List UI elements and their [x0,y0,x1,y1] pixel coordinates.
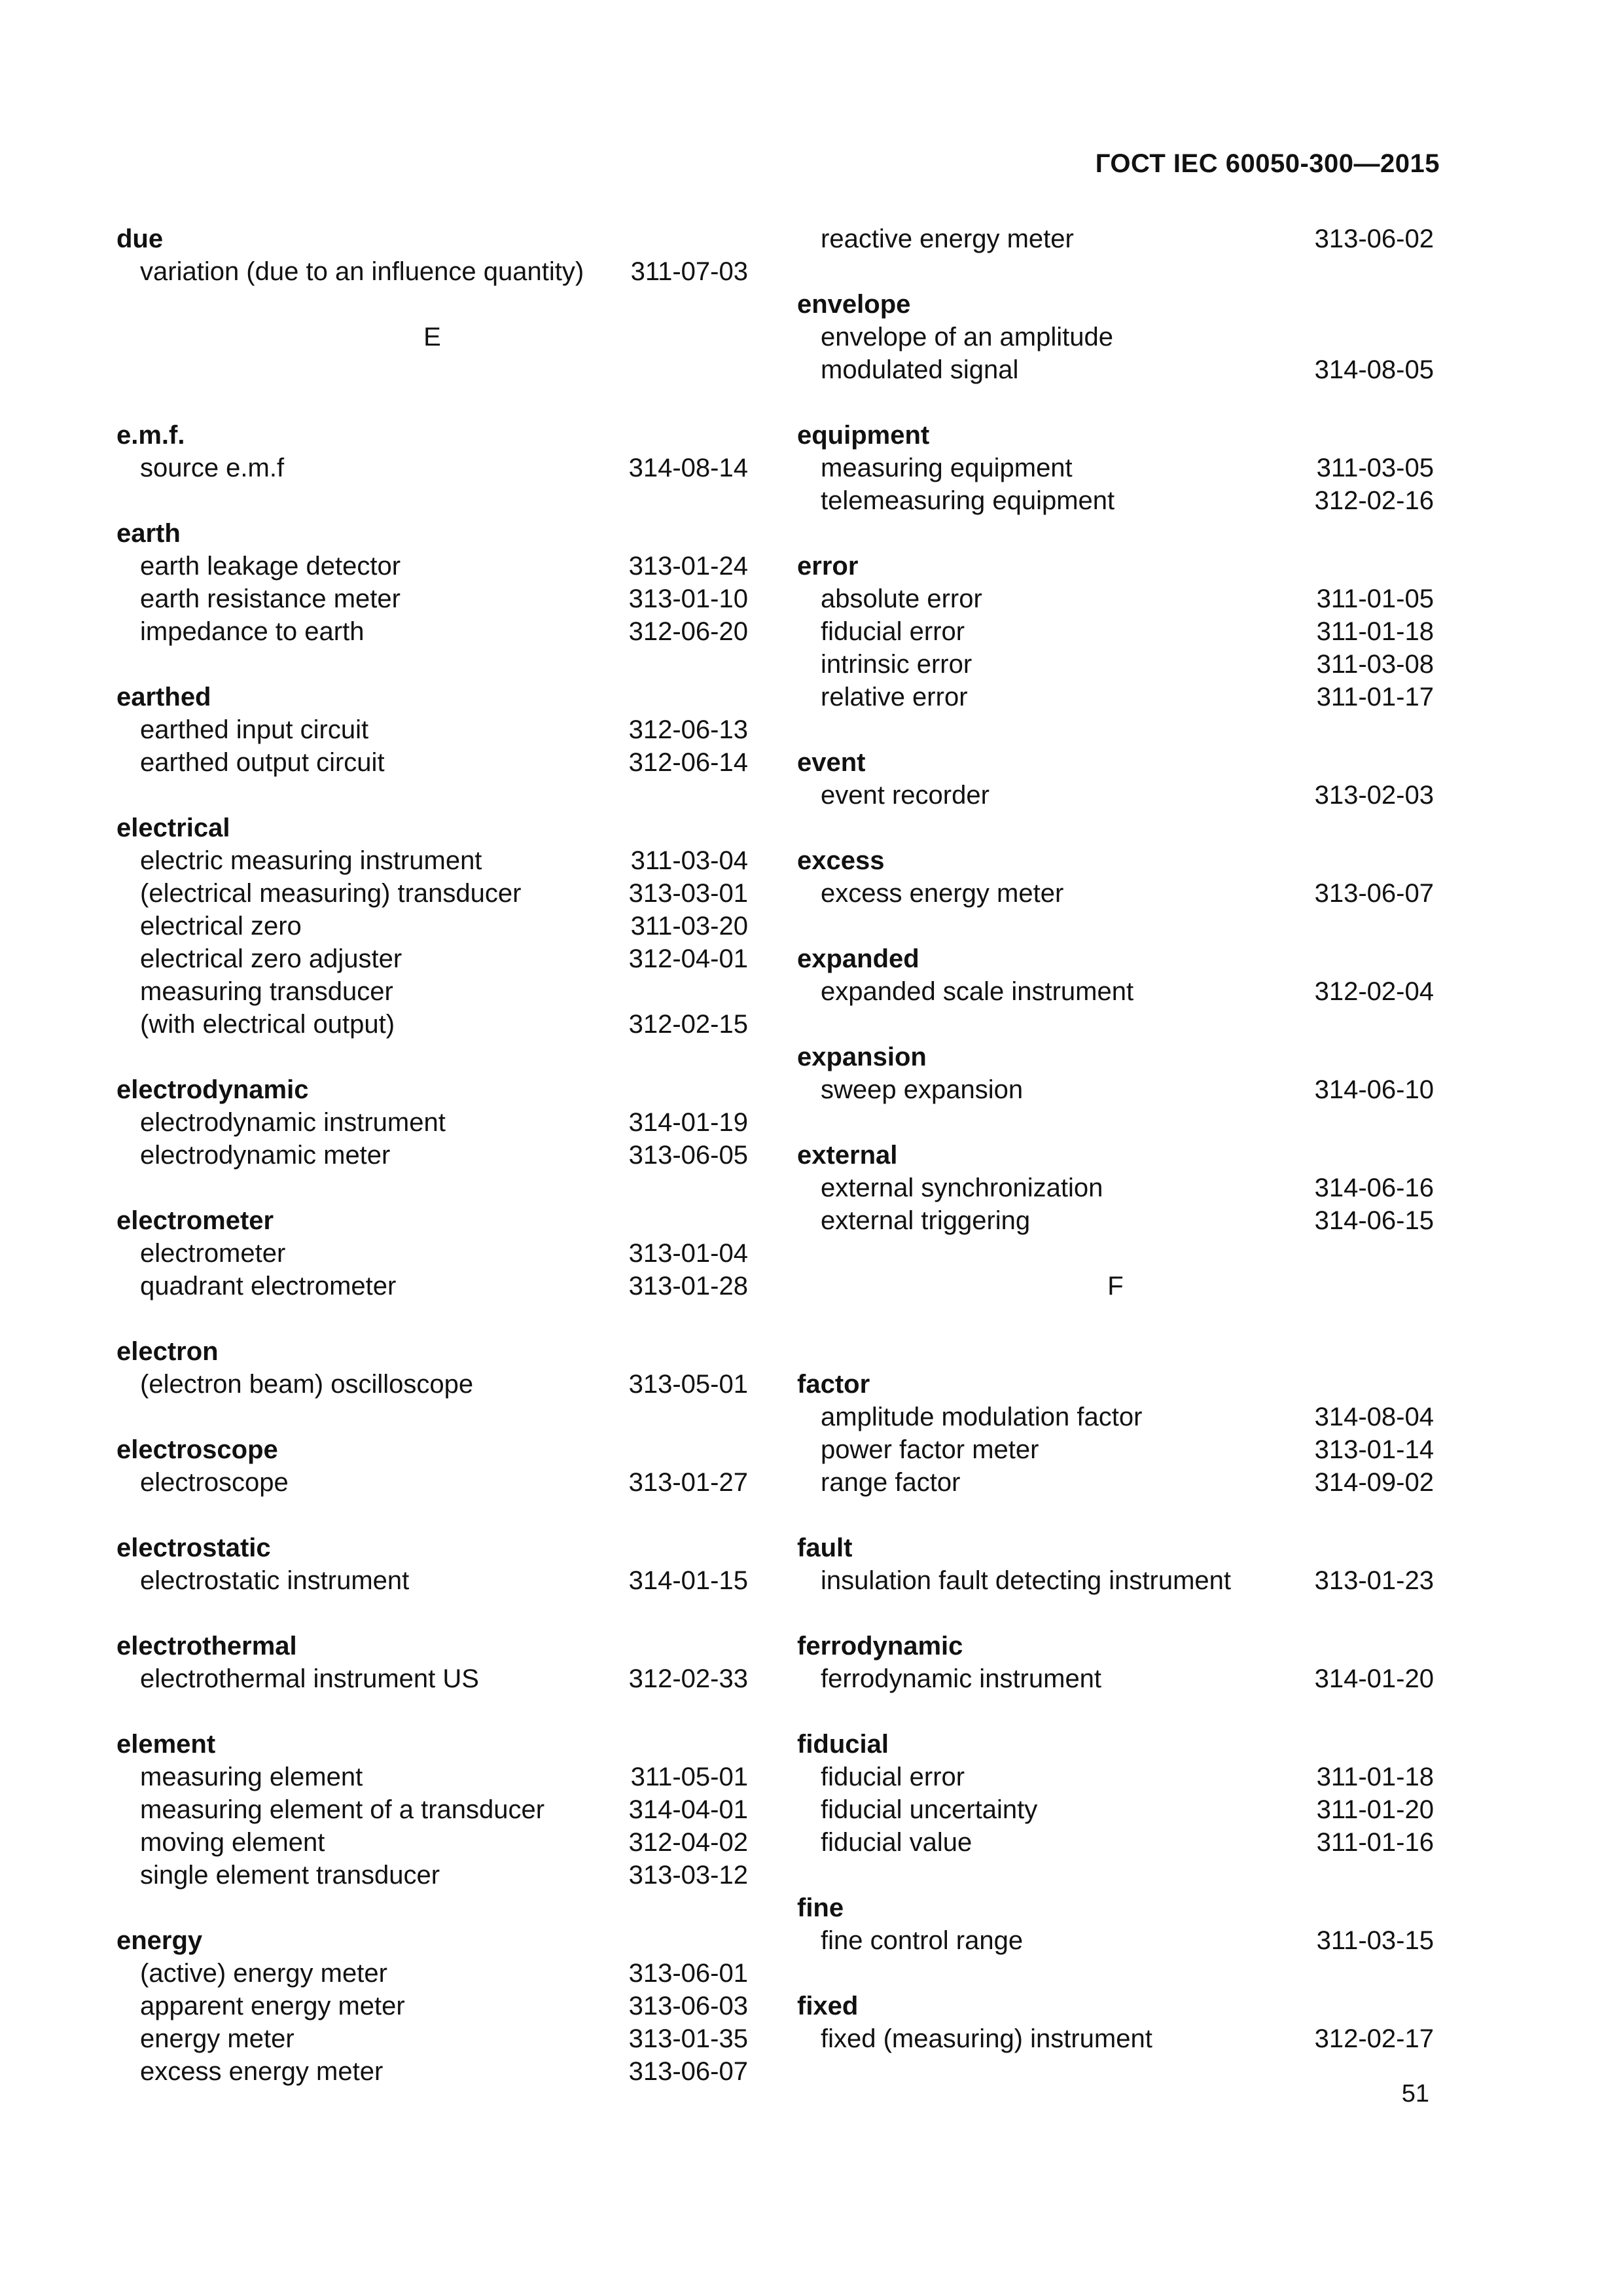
index-entry [116,1957,748,1990]
index-headword: electroscope [116,1435,278,1464]
index-group [797,419,1434,517]
index-entry-term: source e.m.f [140,454,285,482]
index-entry [116,2022,748,2055]
index-entry-term: telemeasuring equipment [821,486,1115,515]
index-group [116,419,748,484]
index-entry [797,1401,1434,1433]
index-entry-term: external synchronization [821,1174,1103,1202]
index-entry-code: 311-01-18 [1316,1763,1434,1791]
index-entry-term: (active) energy meter [140,1959,387,1988]
index-entry [116,746,748,779]
index-entry [797,1466,1434,1499]
index-entry-code: 313-01-24 [628,552,748,581]
index-group [116,1335,748,1401]
index-headword: electron [116,1337,219,1366]
index-entry [116,1237,748,1270]
index-entry-code: 314-04-01 [628,1795,748,1824]
index-entry [116,452,748,484]
index-entry [797,779,1434,812]
index-entry [797,615,1434,648]
index-entry-term: range factor [821,1468,961,1497]
index-entry [116,1990,748,2022]
index-entry-term: electroscope [140,1468,289,1497]
index-entry-code: 311-01-16 [1316,1828,1434,1857]
index-entry-term: electrometer [140,1239,286,1268]
index-entry [116,255,748,288]
index-entry [116,1793,748,1826]
index-entry-term: external triggering [821,1206,1031,1235]
index-entry [116,1826,748,1859]
index-entry-code: 311-05-01 [630,1763,748,1791]
index-group [797,1041,1434,1106]
index-entry-term: electric measuring instrument [140,846,482,875]
index-entry-term: earth resistance meter [140,584,401,613]
index-group [116,812,748,1041]
index-entry-term: energy meter [140,2024,294,2053]
index-entry-code: 312-06-14 [628,748,748,777]
index-entry-term: fiducial error [821,1763,965,1791]
index-headword: ferrodynamic [797,1632,963,1660]
index-entry-term: excess energy meter [140,2057,383,2086]
index-group [116,1728,748,1892]
index-entry-term: ferrodynamic instrument [821,1664,1102,1693]
index-headword: error [797,552,859,581]
index-headword: electrical [116,814,230,842]
index-entry [116,1466,748,1499]
index-entry-code: 314-01-15 [628,1566,748,1595]
index-group [116,1532,748,1597]
index-entry-term: earthed input circuit [140,715,369,744]
index-entry-term: electrostatic instrument [140,1566,410,1595]
index-entry-term: apparent energy meter [140,1992,405,2020]
index-entry-term: electrodynamic instrument [140,1108,446,1137]
index-entry-term: (with electrical output) [140,1010,395,1039]
index-headword: earth [116,519,181,548]
index-headword: earthed [116,683,211,711]
index-entry-term: excess energy meter [821,879,1064,908]
index-group [797,1728,1434,1859]
index-headword: factor [797,1370,870,1399]
index-entry-code: 312-02-33 [628,1664,748,1693]
index-entry-code: 311-01-05 [1316,584,1434,613]
index-entry-code: 312-02-16 [1314,486,1434,515]
index-headword: excess [797,846,885,875]
index-entry [116,550,748,583]
index-entry-term: quadrant electrometer [140,1272,397,1300]
index-headword: element [116,1730,216,1759]
index-entry-term: sweep expansion [821,1075,1024,1104]
index-entry-code: 313-06-05 [628,1141,748,1170]
index-headword: expanded [797,944,919,973]
index-headword: energy [116,1926,203,1955]
index-entry-code: 313-06-01 [628,1959,748,1988]
index-entry-code: 313-01-28 [628,1272,748,1300]
index-entry-term: absolute error [821,584,982,613]
index-group [797,1892,1434,1957]
index-entry [797,1761,1434,1793]
index-entry-term: fiducial value [821,1828,972,1857]
index-entry [797,1924,1434,1957]
index-entry-term: moving element [140,1828,325,1857]
index-group [116,223,748,288]
index-group [797,844,1434,910]
index-headword: electrostatic [116,1534,271,1562]
index-entry [116,1564,748,1597]
index-entry-code: 314-06-16 [1314,1174,1434,1202]
index-entry [797,1172,1434,1204]
index-entry-code: 314-06-15 [1314,1206,1434,1235]
index-entry-code: 313-01-35 [628,2024,748,2053]
index-group [116,1433,748,1499]
index-entry [116,1008,748,1041]
index-entry-term: fine control range [821,1926,1024,1955]
index-group [797,1630,1434,1695]
index-entry-term: fiducial error [821,617,965,646]
index-entry [797,353,1434,386]
index-entry-term: measuring equipment [821,454,1073,482]
index-entry [797,1793,1434,1826]
index-entry-code: 311-01-17 [1316,683,1434,711]
index-headword: event [797,748,866,777]
index-entry [116,583,748,615]
index-entry [797,975,1434,1008]
index-entry-code: 313-01-27 [628,1468,748,1497]
page-number: 51 [1401,2080,1429,2108]
index-group [116,517,748,648]
index-entry-term: power factor meter [821,1435,1039,1464]
index-entry-code: 311-01-18 [1316,617,1434,646]
index-entry-code: 312-06-13 [628,715,748,744]
index-entry-term: amplitude modulation factor [821,1403,1143,1431]
index-entry-code: 313-02-03 [1314,781,1434,810]
index-column-right [797,223,1434,2055]
index-entry-term: electrodynamic meter [140,1141,391,1170]
index-entry-code: 313-06-07 [628,2057,748,2086]
index-entry [116,877,748,910]
index-group [797,942,1434,1008]
index-entry [797,321,1434,353]
index-group [797,1139,1434,1237]
index-entry [116,2055,748,2088]
index-letter-divider: F [1107,1272,1124,1300]
index-group [116,1204,748,1302]
index-entry [116,844,748,877]
index-entry-code: 311-03-20 [630,912,748,941]
index-entry-code: 312-02-15 [628,1010,748,1039]
index-headword: envelope [797,290,911,319]
index-entry-code: 311-03-05 [1316,454,1434,482]
index-entry-code: 313-01-04 [628,1239,748,1268]
index-entry-term: reactive energy meter [821,224,1074,253]
index-entry-term: envelope of an amplitude [821,323,1113,351]
index-headword: fine [797,1893,844,1922]
index-entry [797,452,1434,484]
index-headword: fiducial [797,1730,889,1759]
index-entry-code: 311-03-15 [1316,1926,1434,1955]
index-headword: e.m.f. [116,421,185,450]
index-entry-term: measuring element of a transducer [140,1795,545,1824]
index-entry [797,1073,1434,1106]
index-entry [797,583,1434,615]
index-entry-term: variation (due to an influence quantity) [140,257,584,286]
index-entry-term: impedance to earth [140,617,365,646]
index-entry-code: 311-03-04 [630,846,748,875]
index-group [797,223,1434,255]
index-entry-term: (electron beam) oscilloscope [140,1370,474,1399]
index-entry-term: single element transducer [140,1861,440,1890]
index-entry [797,1662,1434,1695]
index-entry-code: 313-01-14 [1314,1435,1434,1464]
index-group [797,550,1434,713]
index-entry [116,1662,748,1695]
index-headword: fault [797,1534,853,1562]
index-entry [116,910,748,942]
index-entry [116,1859,748,1892]
index-entry-code: 312-02-04 [1314,977,1434,1006]
index-letter-divider: E [423,323,441,351]
index-entry [797,877,1434,910]
index-entry [116,1139,748,1172]
index-group [116,681,748,779]
index-group [797,1368,1434,1499]
index-entry-term: earthed output circuit [140,748,385,777]
index-entry-code: 312-04-02 [628,1828,748,1857]
index-group [797,1532,1434,1597]
index-entry-code: 314-08-14 [628,454,748,482]
index-entry [116,1106,748,1139]
index-entry-term: fixed (measuring) instrument [821,2024,1152,2053]
index-group [797,746,1434,812]
index-entry [797,2022,1434,2055]
index-entry-term: expanded scale instrument [821,977,1134,1006]
index-entry-code: 314-01-20 [1314,1664,1434,1693]
index-entry [797,1564,1434,1597]
index-entry-code: 313-03-01 [628,879,748,908]
index-entry-code: 314-09-02 [1314,1468,1434,1497]
index-headword: electrodynamic [116,1075,309,1104]
index-entry-code: 314-01-19 [628,1108,748,1137]
index-entry-term: insulation fault detecting instrument [821,1566,1232,1595]
index-group [797,1990,1434,2055]
index-group [797,288,1434,386]
index-entry [116,1761,748,1793]
index-entry-code: 313-05-01 [628,1370,748,1399]
index-headword: fixed [797,1992,859,2020]
index-entry-term: electrical zero adjuster [140,944,402,973]
index-headword: equipment [797,421,930,450]
index-entry-code: 312-06-20 [628,617,748,646]
index-entry-code: 313-01-23 [1314,1566,1434,1595]
index-entry [797,1826,1434,1859]
index-entry-term: measuring transducer [140,977,393,1006]
index-entry-code: 313-06-07 [1314,879,1434,908]
index-entry-term: earth leakage detector [140,552,401,581]
index-entry [116,1368,748,1401]
index-headword: due [116,224,164,253]
index-headword: electrothermal [116,1632,297,1660]
index-entry [797,681,1434,713]
index-entry-code: 314-06-10 [1314,1075,1434,1104]
index-entry-code: 313-03-12 [628,1861,748,1890]
index-entry-term: electrothermal instrument US [140,1664,479,1693]
index-entry [116,942,748,975]
index-entry-code: 312-02-17 [1314,2024,1434,2053]
index-entry-code: 311-01-20 [1316,1795,1434,1824]
index-entry [797,648,1434,681]
index-entry-term: modulated signal [821,355,1019,384]
index-entry [797,223,1434,255]
index-entry-term: (electrical measuring) transducer [140,879,522,908]
index-group [116,1924,748,2088]
index-entry-code: 313-06-02 [1314,224,1434,253]
index-entry-term: intrinsic error [821,650,972,679]
index-headword: expansion [797,1043,927,1071]
index-entry [797,484,1434,517]
index-entry [116,713,748,746]
index-entry [116,975,748,1008]
index-entry-code: 314-08-04 [1314,1403,1434,1431]
index-entry-term: measuring element [140,1763,363,1791]
index-entry [116,1270,748,1302]
index-entry-term: event recorder [821,781,990,810]
index-entry-code: 311-07-03 [630,257,748,286]
index-entry-term: electrical zero [140,912,302,941]
index-entry-term: fiducial uncertainty [821,1795,1038,1824]
index-headword: external [797,1141,898,1170]
index-entry-code: 314-08-05 [1314,355,1434,384]
index-group [116,1073,748,1172]
document-header: ГОСТ IEC 60050-300—2015 [1095,149,1440,178]
index-headword: electrometer [116,1206,274,1235]
index-entry [797,1433,1434,1466]
index-entry-code: 312-04-01 [628,944,748,973]
index-entry-code: 311-03-08 [1316,650,1434,679]
index-entry-term: relative error [821,683,968,711]
index-entry-code: 313-01-10 [628,584,748,613]
index-column-left [116,223,748,2088]
index-entry [116,615,748,648]
index-entry [797,1204,1434,1237]
index-entry-code: 313-06-03 [628,1992,748,2020]
index-group [116,1630,748,1695]
